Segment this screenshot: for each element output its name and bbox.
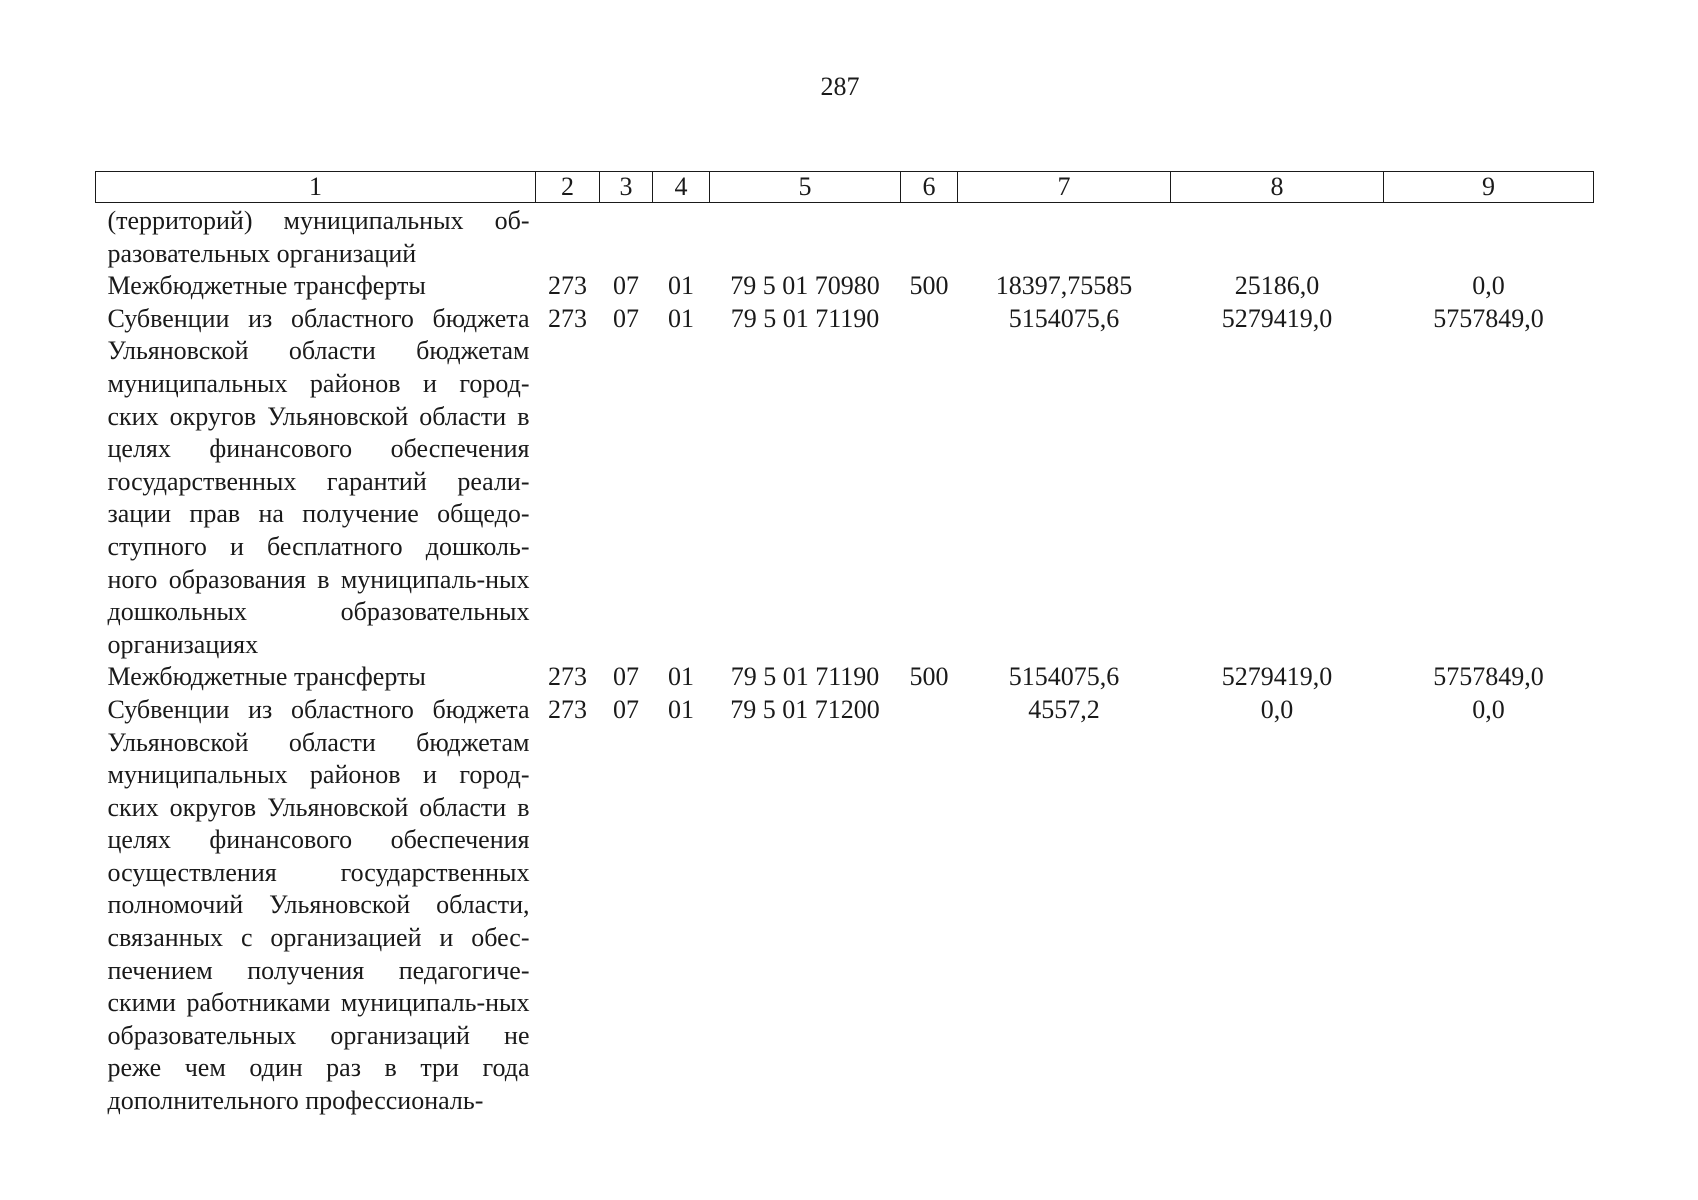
cell-c5: 79 5 01 71190 <box>730 303 880 333</box>
table-row <box>96 303 1594 662</box>
col-header-5: 5 <box>710 172 901 203</box>
cell-c8 <box>1171 203 1384 271</box>
cell-c9: 0,0 <box>1472 271 1505 301</box>
col-header-8: 8 <box>1171 172 1384 203</box>
cell-c3 <box>600 203 653 271</box>
table-row <box>96 694 1594 1118</box>
cell-c7: 4557,2 <box>1028 694 1100 724</box>
header-row <box>96 172 1594 203</box>
cell-c4: 01 <box>668 271 694 301</box>
col-header-1: 1 <box>96 172 536 203</box>
cell-c9: 5757849,0 <box>1433 303 1544 333</box>
cell-c6 <box>901 203 958 271</box>
cell-c2: 273 <box>548 694 587 724</box>
cell-c3: 07 <box>613 694 639 724</box>
cell-c7 <box>958 203 1171 271</box>
row-name: Межбюджетные трансферты <box>107 662 426 692</box>
col-header-9: 9 <box>1384 172 1594 203</box>
cell-c6: 500 <box>909 271 949 301</box>
table-row <box>96 661 1594 694</box>
col-header-6: 6 <box>901 172 958 203</box>
cell-c5: 79 5 01 71200 <box>730 694 880 724</box>
row-name: (территорий) муниципальных об-разовательных организаций <box>107 206 530 268</box>
cell-c4: 01 <box>668 303 694 333</box>
cell-c5 <box>710 203 901 271</box>
cell-c9 <box>1384 203 1594 271</box>
row-name: Межбюджетные трансферты <box>107 271 426 301</box>
cell-c3: 07 <box>613 303 639 333</box>
cell-c3: 07 <box>613 271 639 301</box>
page-number: 287 <box>820 72 860 101</box>
cell-c6: 500 <box>909 662 949 692</box>
cell-c6 <box>901 303 958 662</box>
cell-c6 <box>901 694 958 1118</box>
cell-c9: 5757849,0 <box>1433 662 1544 692</box>
row-name: Субвенции из областного бюджета Ульяновской области бюджетам муниципальных районов и город-ских округов Ульяновской области в целях финансового обеспечения осуществления государственных полномочий Ульяновской области, связанных с организацией и обес-печением получения педагогиче-скими работниками муниципаль-ных образовательных организаций не реже чем один раз в три года дополнительного профессиональ- <box>107 694 530 1116</box>
cell-c3: 07 <box>613 662 639 692</box>
cell-c9: 0,0 <box>1472 694 1505 724</box>
cell-c2: 273 <box>548 271 587 301</box>
cell-c8: 5279419,0 <box>1221 303 1333 333</box>
cell-c7: 5154075,6 <box>1008 662 1120 692</box>
cell-c7: 18397,75585 <box>995 271 1133 301</box>
cell-c8: 25186,0 <box>1234 271 1320 301</box>
cell-c2: 273 <box>548 662 587 692</box>
cell-c4: 01 <box>668 694 694 724</box>
cell-c4 <box>653 203 710 271</box>
col-header-7: 7 <box>958 172 1171 203</box>
budget-table <box>95 171 1594 1118</box>
table-row <box>96 270 1594 303</box>
col-header-3: 3 <box>600 172 653 203</box>
cell-c7: 5154075,6 <box>1008 303 1120 333</box>
cell-c2 <box>536 203 600 271</box>
cell-c2: 273 <box>548 303 587 333</box>
col-header-4: 4 <box>653 172 710 203</box>
cell-c5: 79 5 01 71190 <box>730 662 880 692</box>
table-row <box>96 203 1594 271</box>
row-name: Субвенции из областного бюджета Ульяновской области бюджетам муниципальных районов и город-ских округов Ульяновской области в целях финансового обеспечения государственных гарантий реали-зации прав на получение общедо-ступного и бесплатного дошколь-ного образования в муниципаль-ных дошкольных образовательных организациях <box>107 303 530 659</box>
cell-c8: 5279419,0 <box>1221 662 1333 692</box>
cell-c5: 79 5 01 70980 <box>730 271 880 301</box>
cell-c4: 01 <box>668 662 694 692</box>
cell-c8: 0,0 <box>1260 694 1294 724</box>
col-header-2: 2 <box>536 172 600 203</box>
